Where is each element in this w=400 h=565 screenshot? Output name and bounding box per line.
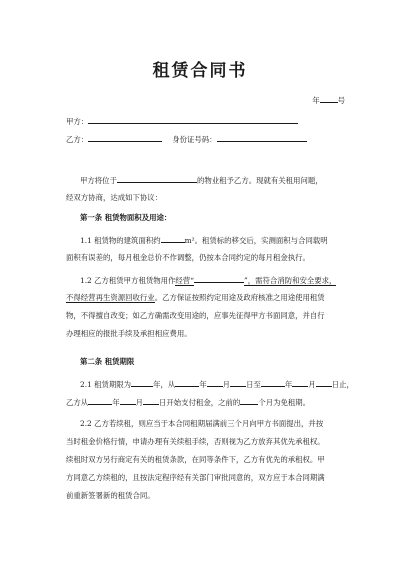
intro-line-1: 甲方将位于 的物业租予乙方。现就有关租用问题， (80, 176, 323, 185)
end-month-blank[interactable] (292, 379, 308, 387)
article2-p2-line-3: 续租时双方另行商定有关的租赁条款，在同等条件下，乙方有优先的承租权。甲 (66, 455, 325, 464)
article2-p2-line-4: 方同意乙方续租的，且按法定程序经有关部门审批同意的，双方应于本合同期满 (66, 473, 325, 482)
rent-month-blank[interactable] (120, 397, 136, 405)
article2-p1-line-1: 2.1 租赁期限为 年，从 年 月 日至 年 月 日止， (80, 380, 354, 389)
article1-p2-line-1: 1.2 乙方租赁甲方租赁物用作经营“ ”，需符合消防和安全要求， (80, 276, 337, 285)
party-b-label: 乙方： (66, 135, 89, 144)
party-b-blank[interactable] (88, 134, 162, 142)
article1-heading: 第一条 租赁物面积及用途： (80, 213, 172, 222)
article2-heading: 第二条 租赁期限 (80, 357, 135, 366)
article2-p2-line-5: 前重新签署新的租赁合同。 (66, 491, 155, 500)
business-type-blank[interactable] (194, 275, 244, 283)
party-a-line (66, 116, 298, 126)
party-b-line (66, 134, 307, 144)
document-title: 租赁合同书 (152, 61, 248, 81)
start-year-blank[interactable] (175, 379, 199, 387)
article1-p2-line-3: 物，不得擅自改变；如乙方确需改变用途的，应事先征得甲方书面同意，并自行 (66, 311, 325, 320)
id-number-label: 身份证号码： (172, 135, 217, 144)
party-a-blank[interactable] (88, 116, 298, 124)
end-year-blank[interactable] (261, 379, 285, 387)
article1-p2-line-2: 不得经营再生资源回收行业。乙方保证按照约定用途及政府核准之用途使用租赁 (66, 293, 325, 302)
intro-line-2: 经双方协商，达成如下协议： (66, 193, 163, 202)
rent-day-blank[interactable] (143, 397, 159, 405)
rent-year-blank[interactable] (88, 397, 112, 405)
article1-p1-line-2: 面积有误差的，每月租金总价不作调整，仍按本合同约定的每月租金执行。 (66, 253, 310, 262)
article2-p1-line-2: 乙方从 年 月 日开始支付租金，之前的 个月为免租期。 (66, 398, 311, 407)
free-months-blank[interactable] (240, 397, 258, 405)
article1-p2-line-4: 办理相应的报批手续及承担相应费用。 (66, 329, 192, 338)
article2-p2-line-1: 2.2 乙方若续租，则应当于本合同租期届满前三个月向甲方书面提出，并按 (80, 419, 324, 428)
contract-number-blank[interactable] (320, 95, 338, 103)
location-blank[interactable] (117, 175, 197, 183)
article1-p1-line-1: 1.1 租赁物的建筑面积约 m²。租赁标的移交后，实测面积与合同载明 (80, 236, 328, 245)
article2-p2-line-2: 当时租金价格行情，申请办理有关续租手续，否则视为乙方放弃其优先承租权。 (66, 437, 325, 446)
term-years-blank[interactable] (131, 379, 153, 387)
start-month-blank[interactable] (207, 379, 223, 387)
party-a-label: 甲方： (66, 117, 89, 126)
start-day-blank[interactable] (230, 379, 246, 387)
area-blank[interactable] (161, 235, 185, 243)
id-number-blank[interactable] (217, 134, 307, 142)
end-day-blank[interactable] (316, 379, 332, 387)
contract-number-line: 年 号 (312, 96, 345, 105)
